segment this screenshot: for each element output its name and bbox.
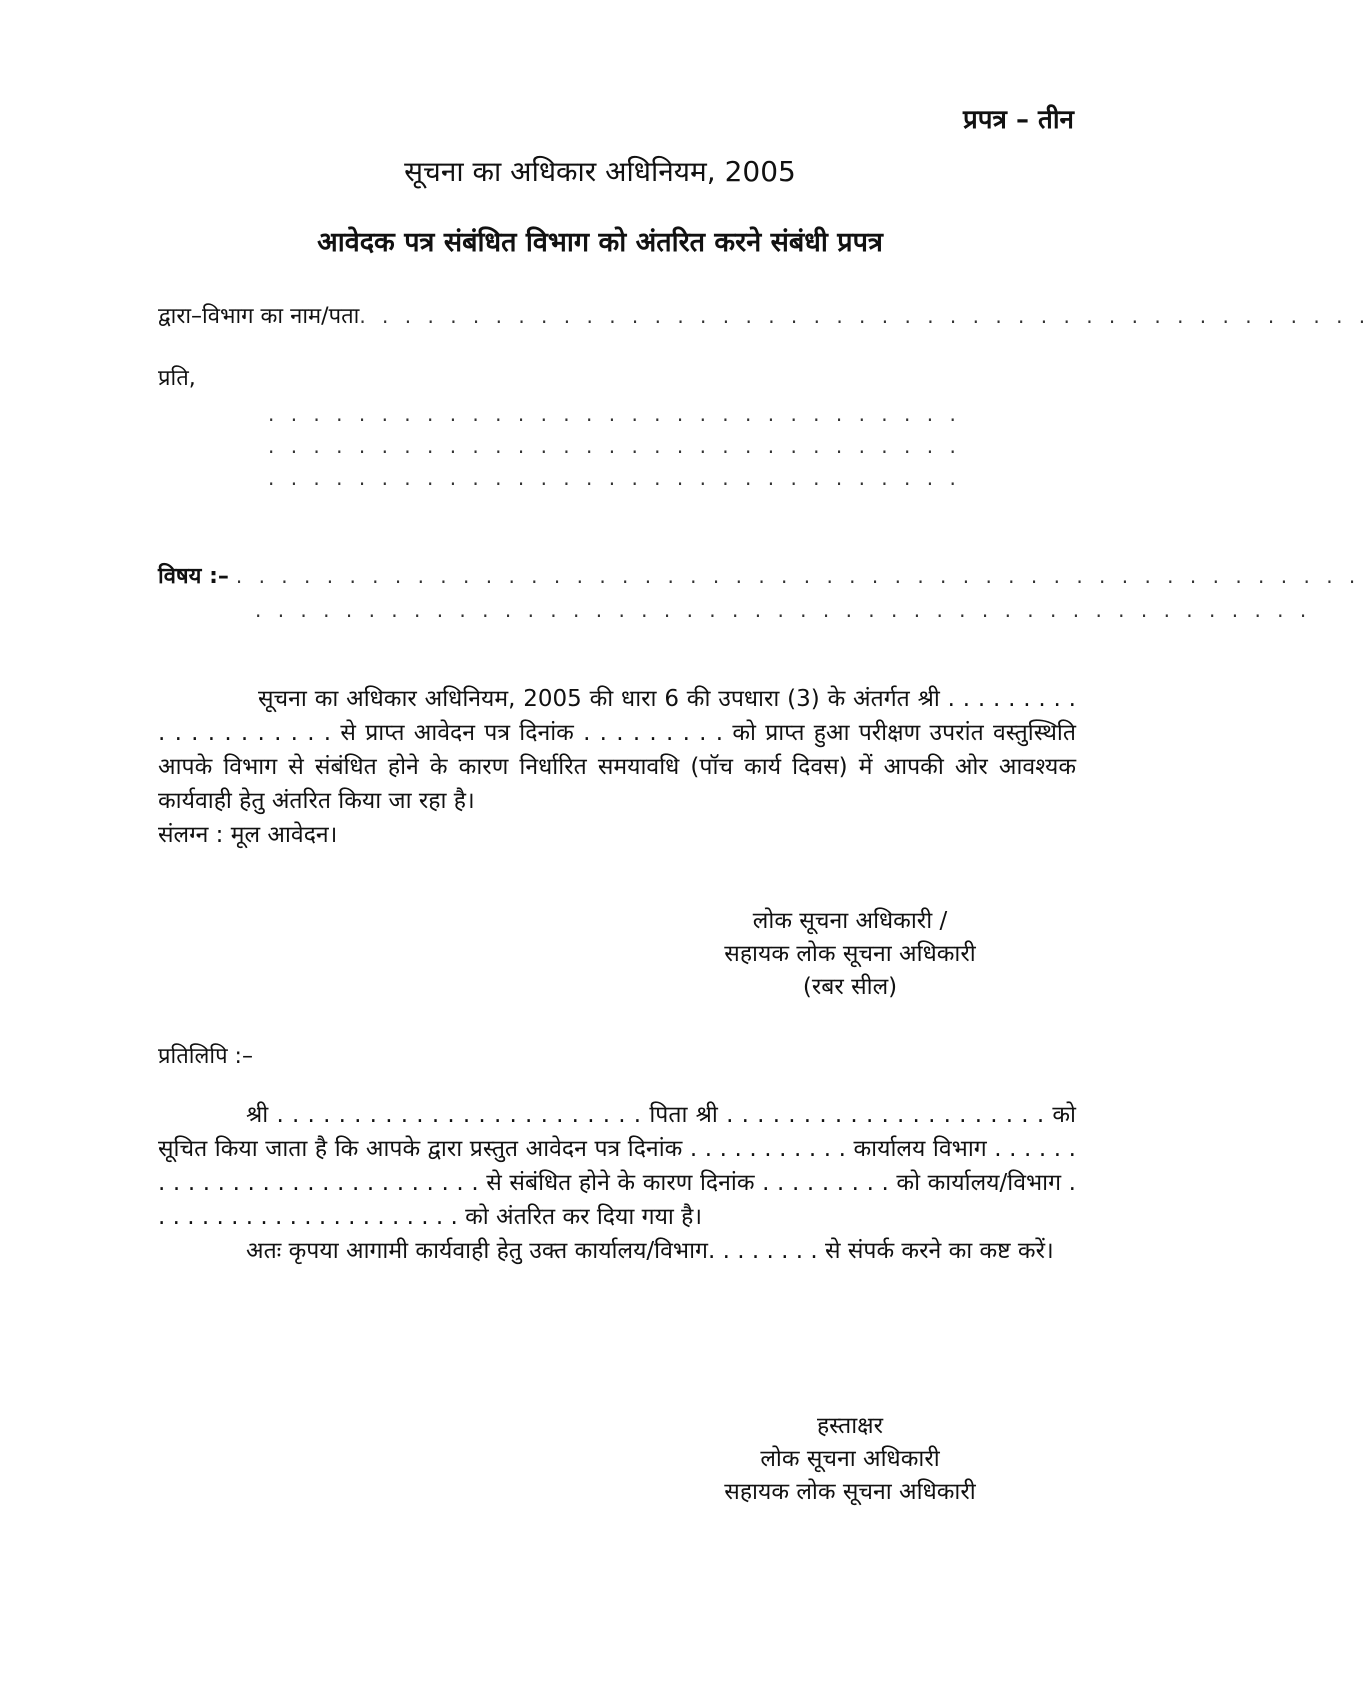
copy-label: प्रतिलिपि :– — [158, 1044, 253, 1069]
sig1-line2: सहायक लोक सूचना अधिकारी — [724, 941, 976, 967]
signature-block-2 — [680, 1410, 1020, 1509]
copy-paragraph: श्री . . . . . . . . . . . . . . . . . . . . . . . . पिता श्री . . . . . . . . . . . . . . . . . . . . . को सूचित किया जाता है कि आपके द्वारा प्रस्तुत आवेदन पत्र दिनांक . . . . . . . . . . . कार्यालय विभाग . . . . . . . . . . . . . . . . . . . . . . . . . . . . से संबंधित होने के कारण दिनांक . . . . . . . . . को कार्यालय/विभाग . . . . . . . . . . . . . . . . . . . . . . को अंतरित कर दिया गया है। — [158, 1102, 1076, 1230]
from-field — [158, 300, 1370, 330]
signature-block-1 — [680, 905, 1020, 1004]
subject-label: विषय :– — [158, 564, 229, 589]
sig1-line3: (रबर सील) — [802, 974, 898, 1000]
body-section — [158, 682, 1076, 852]
to-line-2: . . . . . . . . . . . . . . . . . . . . . . . . . . . . . . . — [268, 434, 961, 458]
body-paragraph: सूचना का अधिकार अधिनियम, 2005 की धारा 6 की उपधारा (3) के अंतर्गत श्री . . . . . . . . . . . . . . . . . . . . से प्राप्त आवेदन पत्र दिनांक . . . . . . . . . को प्राप्त हुआ परीक्षण उपरांत वस्तुस्थिति आपके विभाग से संबंधित होने के कारण निर्धारित समयावधि (पॉच कार्य दिवस) में आपकी ओर आवश्यक कार्यवाही हेतु अंतरित किया जा रहा है। — [158, 686, 1076, 814]
sig1-line1: लोक सूचना अधिकारी / — [752, 908, 948, 934]
sig2-line1: हस्ताक्षर — [816, 1413, 884, 1439]
sig2-line3: सहायक लोक सूचना अधिकारी — [724, 1479, 976, 1505]
act-title: सूचना का अधिकार अधिनियम, 2005 — [404, 155, 796, 188]
enclosure-note: संलग्न : मूल आवेदन। — [158, 822, 338, 848]
copy-request: अतः कृपया आगामी कार्यवाही हेतु उक्त कार्यालय/विभाग. . . . . . . . से संपर्क करने का कष्ट करें। — [246, 1238, 1054, 1264]
subject-field — [158, 560, 1360, 590]
to-line-3: . . . . . . . . . . . . . . . . . . . . . . . . . . . . . . . — [268, 466, 961, 490]
to-label: प्रति, — [158, 366, 196, 391]
from-dots: . . . . . . . . . . . . . . . . . . . . . . . . . . . . . . . . . . . . . . . . . . . . . — [359, 304, 1370, 328]
form-title: आवेदक पत्र संबंधित विभाग को अंतरित करने संबंधी प्रपत्र — [317, 227, 883, 258]
from-label: द्वारा–विभाग का नाम/पता — [158, 304, 360, 329]
subject-dots-2: . . . . . . . . . . . . . . . . . . . . . . . . . . . . . . . . . . . . . . . . . . . . . . . — [255, 598, 1312, 622]
subject-dots-1: . . . . . . . . . . . . . . . . . . . . . . . . . . . . . . . . . . . . . . . . . . . . . . . . . . — [235, 564, 1361, 588]
copy-section — [158, 1098, 1076, 1268]
form-number: प्रपत्र – तीन — [962, 105, 1074, 135]
to-line-1: . . . . . . . . . . . . . . . . . . . . . . . . . . . . . . . — [268, 402, 961, 426]
sig2-line2: लोक सूचना अधिकारी — [760, 1446, 940, 1472]
